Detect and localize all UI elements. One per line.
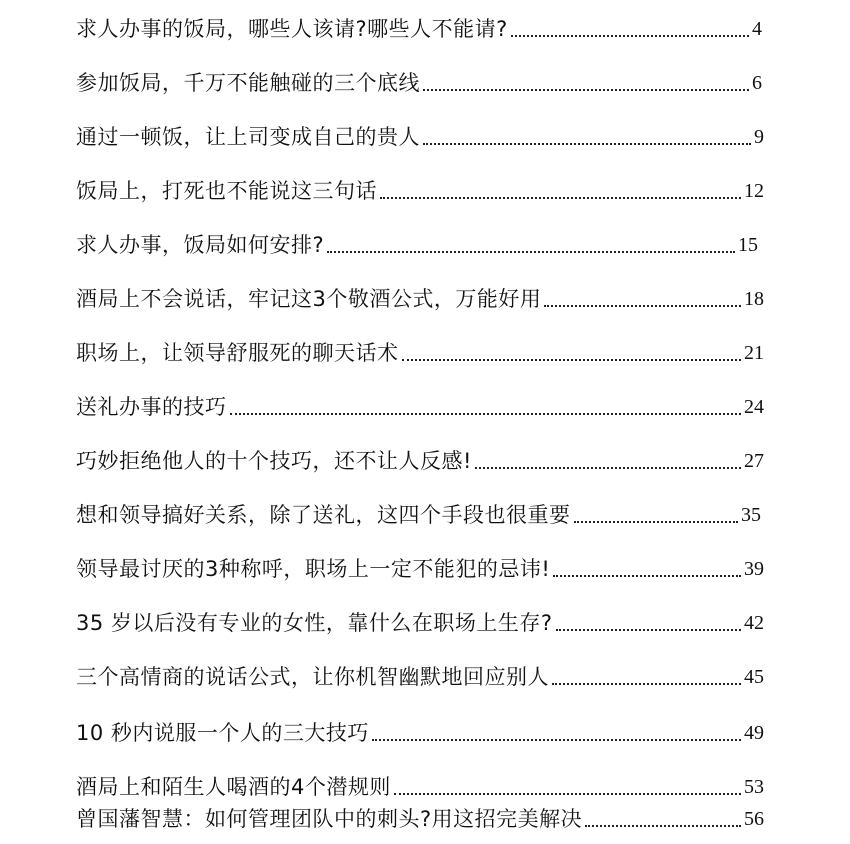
toc-entry-page: 12: [744, 180, 764, 202]
toc-entry-title: 送礼办事的技巧: [76, 395, 227, 419]
dot-leader: [556, 629, 741, 631]
dot-leader: [380, 197, 741, 199]
toc-entry-page: 18: [744, 288, 764, 310]
toc-entry[interactable]: [76, 388, 764, 422]
toc-entry-title: 求人办事，饭局如何安排?: [76, 233, 325, 257]
toc-entry[interactable]: [76, 496, 761, 530]
toc-entry-page: 15: [738, 234, 758, 256]
toc-entry-title: 饭局上，打死也不能说这三句话: [76, 179, 377, 203]
toc-entry-title: 想和领导搞好关系，除了送礼，这四个手段也很重要: [76, 503, 571, 527]
dot-leader: [574, 521, 739, 523]
toc-entry-page: 9: [754, 126, 764, 148]
toc-entry-page: 24: [744, 396, 764, 418]
toc-entry[interactable]: [76, 442, 764, 476]
toc-entry-title: 10 秒内说服一个人的三大技巧: [76, 721, 369, 745]
toc-entry[interactable]: [76, 172, 764, 206]
toc-entry-title: 酒局上不会说话，牢记这3个敬酒公式，万能好用: [76, 287, 542, 311]
toc-entry-title: 巧妙拒绝他人的十个技巧，还不让人反感!: [76, 449, 472, 473]
dot-leader: [230, 413, 742, 415]
dot-leader: [327, 251, 735, 253]
toc-entry-title: 领导最讨厌的3种称呼，职场上一定不能犯的忌讳!: [76, 557, 551, 581]
toc-entry[interactable]: [76, 334, 764, 368]
toc-entry[interactable]: [76, 118, 764, 152]
toc-entry-page: 35: [741, 504, 761, 526]
toc-entry-title: 职场上，让领导舒服死的聊天话术: [76, 341, 399, 365]
toc-entry[interactable]: [76, 714, 764, 748]
dot-leader: [372, 739, 741, 741]
toc-entry-title: 参加饭局，千万不能触碰的三个底线: [76, 71, 420, 95]
dot-leader: [475, 467, 741, 469]
dot-leader: [423, 143, 751, 145]
toc-entry[interactable]: [76, 604, 764, 638]
toc-entry[interactable]: [76, 658, 764, 692]
toc-entry-page: 42: [744, 612, 764, 634]
toc-entry[interactable]: [76, 280, 764, 314]
toc-entry-page: 4: [752, 18, 762, 40]
toc-entry-page: 21: [744, 342, 764, 364]
toc-entry[interactable]: [76, 226, 758, 260]
dot-leader: [552, 683, 741, 685]
dot-leader: [585, 825, 741, 827]
toc-entry-title: 求人办事的饭局，哪些人该请?哪些人不能请?: [76, 17, 508, 41]
toc-entry-title: 曾国藩智慧：如何管理团队中的刺头?用这招完美解决: [76, 807, 583, 831]
dot-leader: [544, 305, 741, 307]
toc-entry-page: 56: [744, 808, 764, 830]
dot-leader: [511, 35, 749, 37]
toc-entry[interactable]: [76, 10, 762, 44]
toc-entry-title: 通过一顿饭，让上司变成自己的贵人: [76, 125, 420, 149]
toc-entry-page: 6: [752, 72, 762, 94]
toc-entry[interactable]: [76, 64, 762, 98]
toc-entry-page: 53: [744, 776, 764, 798]
toc-entry-title: 35 岁以后没有专业的女性，靠什么在职场上生存?: [76, 611, 553, 635]
dot-leader: [394, 793, 741, 795]
toc-entry-page: 27: [744, 450, 764, 472]
dot-leader: [553, 575, 741, 577]
toc-entry[interactable]: [76, 768, 764, 802]
toc-entry-title: 三个高情商的说话公式，让你机智幽默地回应别人: [76, 665, 549, 689]
toc-entry[interactable]: [76, 550, 764, 584]
dot-leader: [402, 359, 742, 361]
toc-entry-page: 49: [744, 722, 764, 744]
toc-entry-title: 酒局上和陌生人喝酒的4个潜规则: [76, 775, 391, 799]
toc-entry[interactable]: [76, 800, 764, 834]
toc-entry-page: 39: [744, 558, 764, 580]
dot-leader: [423, 89, 749, 91]
toc-entry-page: 45: [744, 666, 764, 688]
